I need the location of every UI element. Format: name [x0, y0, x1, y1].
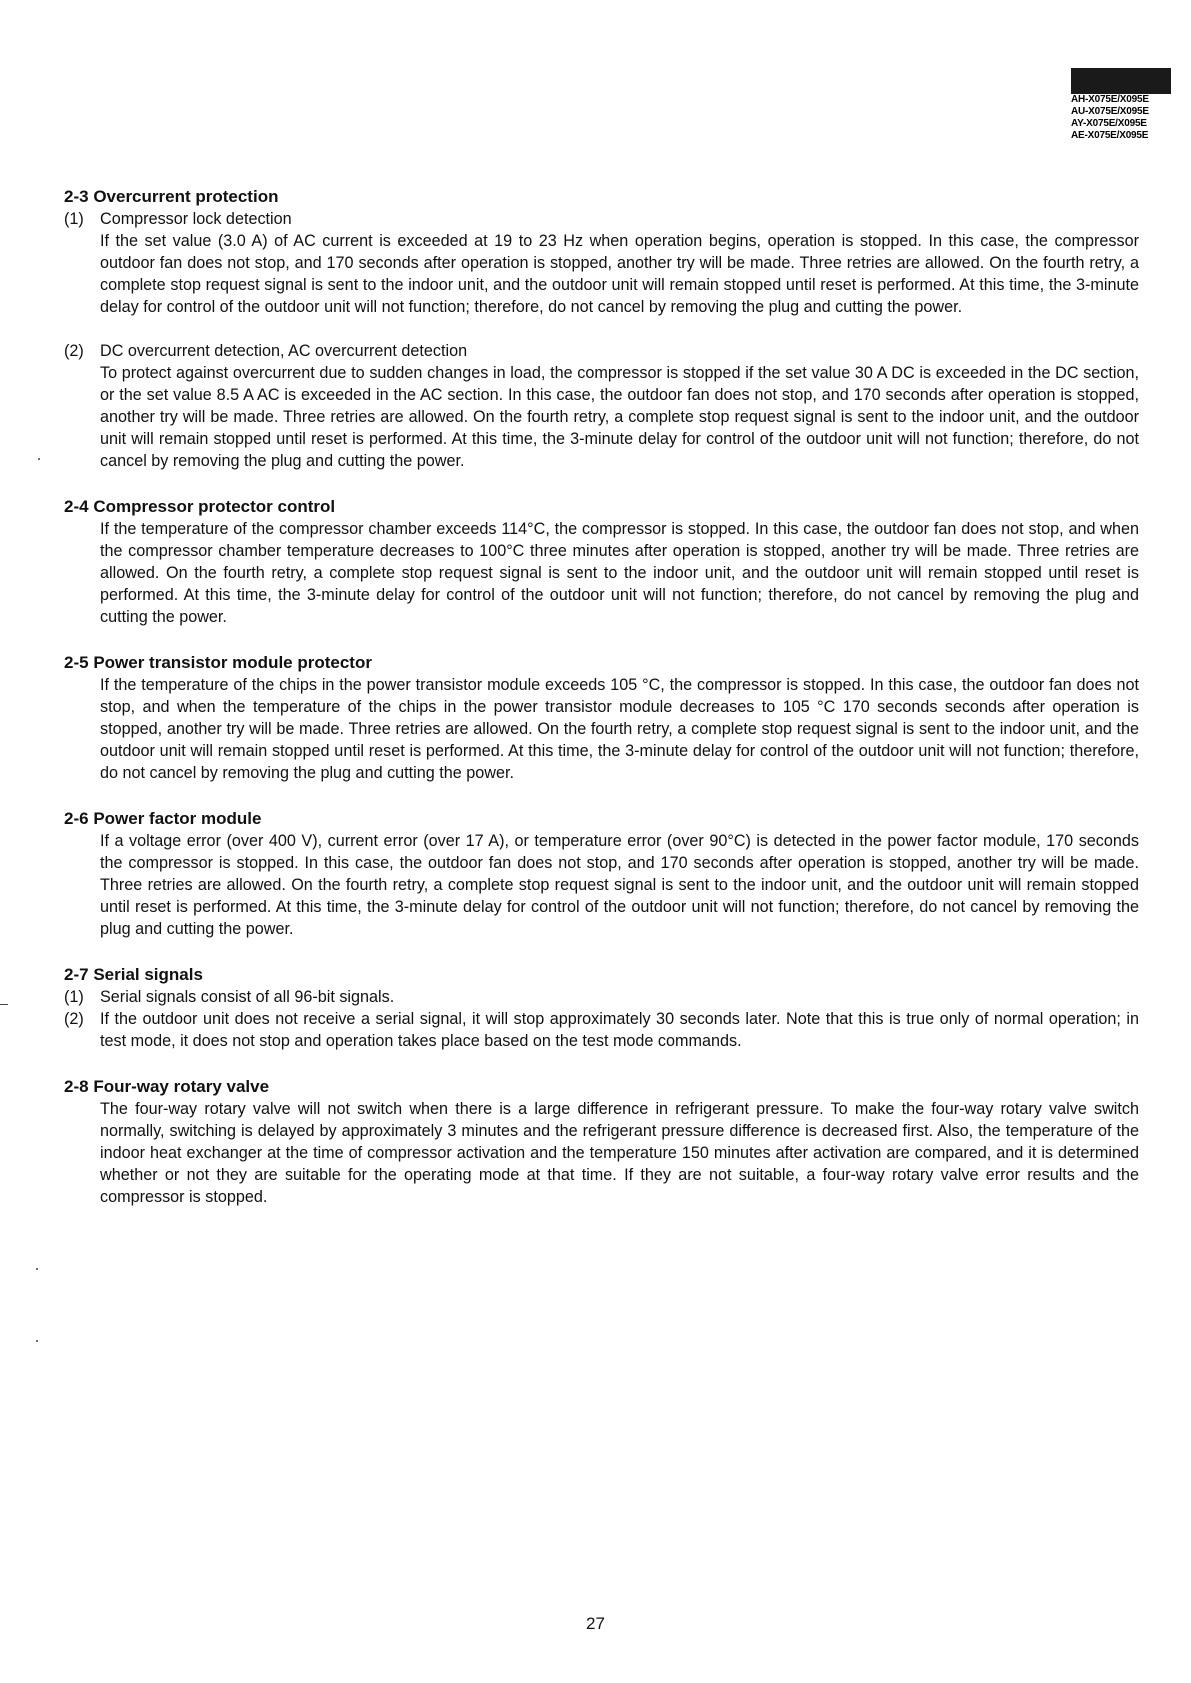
section-2-6	[64, 808, 1139, 940]
paragraph: If the temperature of the chips in the power transistor module exceeds 105 °C, the compressor is stopped. In this case, the outdoor fan does not stop, and when the temperature of the chips in the power transistor module decreases to 105 °C 170 seconds seconds after operation is stopped, another try will be made. Three retries are allowed. On the fourth retry, a complete stop request signal is sent to the indoor unit, and the outdoor unit will remain stopped until reset is performed. At this time, the 3-minute delay for control of the outdoor unit will not function; therefore, do not cancel by removing the plug and cutting the power.	[100, 676, 1139, 782]
item-marker: (2)	[64, 342, 84, 360]
item-text: Serial signals consist of all 96-bit signals.	[100, 988, 395, 1006]
section-2-8	[64, 1076, 1139, 1208]
model-header	[1071, 68, 1171, 142]
item-text: If the outdoor unit does not receive a serial signal, it will stop approximately 30 seconds later. Note that this is true only of normal operation; in test mode, it does not stop and operation takes place based on the test mode commands.	[100, 1010, 1139, 1050]
scan-speck	[0, 1004, 8, 1005]
scan-speck	[36, 1340, 38, 1342]
model-line: AU-X075E/X095E	[1071, 106, 1149, 117]
model-line: AH-X075E/X095E	[1071, 94, 1149, 105]
item-title: Compressor lock detection	[100, 210, 292, 228]
section-2-4	[64, 496, 1139, 628]
paragraph: If the set value (3.0 A) of AC current is exceeded at 19 to 23 Hz when operation begins, operation is stopped. In this case, the compressor outdoor fan does not stop, and 170 seconds after operation is stopped, another try will be made. Three retries are allowed. On the fourth retry, a complete stop request signal is sent to the indoor unit, and the outdoor unit will remain stopped until reset is performed. At this time, the 3-minute delay for control of the outdoor unit will not function; therefore, do not cancel by removing the plug and cutting the power.	[100, 232, 1139, 316]
page-number: 27	[586, 1614, 605, 1633]
document-body	[64, 186, 1139, 1232]
section-heading: 2-7 Serial signals	[64, 965, 203, 984]
item-marker: (1)	[64, 988, 84, 1006]
section-heading: 2-5 Power transistor module protector	[64, 653, 372, 672]
scan-speck	[36, 1268, 38, 1270]
item-marker: (2)	[64, 1010, 84, 1028]
paragraph: If the temperature of the compressor chamber exceeds 114°C, the compressor is stopped. In this case, the outdoor fan does not stop, and when the compressor chamber temperature decreases to 100°C three minutes after operation is stopped, another try will be made. Three retries are allowed. On the fourth retry, a complete stop request signal is sent to the indoor unit, and the outdoor unit will remain stopped until reset is performed. At this time, the 3-minute delay for control of the outdoor unit will not function; therefore, do not cancel by removing the plug and cutting the power.	[100, 520, 1139, 626]
list-item	[64, 340, 1139, 362]
paragraph: To protect against overcurrent due to sudden changes in load, the compressor is stopped if the set value 30 A DC is exceeded in the DC section, or the set value 8.5 A AC is exceeded in the AC section. In this case, the outdoor fan does not stop, and 170 seconds after operation is stopped, another try will be made. Three retries are allowed. On the fourth retry, a complete stop request signal is sent to the indoor unit, and the outdoor unit will remain stopped until reset is performed. At this time, the 3-minute delay for control of the outdoor unit will not function; therefore, do not cancel by removing the plug and cutting the power.	[100, 364, 1139, 470]
model-line: AY-X075E/X095E	[1071, 118, 1147, 129]
item-title: DC overcurrent detection, AC overcurrent detection	[100, 342, 468, 360]
section-2-5	[64, 652, 1139, 784]
item-marker: (1)	[64, 210, 84, 228]
list-item	[64, 1008, 1139, 1052]
section-2-3	[64, 186, 1139, 472]
section-heading: 2-4 Compressor protector control	[64, 497, 336, 516]
brand-logo-bar	[1071, 68, 1171, 94]
section-heading: 2-8 Four-way rotary valve	[64, 1077, 270, 1096]
scan-speck	[38, 458, 40, 460]
model-line: AE-X075E/X095E	[1071, 130, 1149, 141]
paragraph: The four-way rotary valve will not switch when there is a large difference in refrigerant pressure. To make the four-way rotary valve switch normally, switching is delayed by approximately 3 minutes and the refrigerant pressure difference is decreased first. Also, the temperature of the indoor heat exchanger at the time of compressor activation and the temperature 150 minutes after activation are compared, and it is determined whether or not they are suitable for the operating mode at that time. If they are not suitable, a four-way rotary valve error results and the compressor is stopped.	[100, 1100, 1139, 1206]
section-heading: 2-6 Power factor module	[64, 809, 262, 828]
section-heading: 2-3 Overcurrent protection	[64, 187, 279, 206]
section-2-7	[64, 964, 1139, 1052]
list-item	[64, 208, 1139, 230]
list-item	[64, 986, 1139, 1008]
paragraph: If a voltage error (over 400 V), current error (over 17 A), or temperature error (over 90°C) is detected in the power factor module, 170 seconds the compressor is stopped. In this case, the outdoor fan does not stop, and 170 seconds after operation is stopped, another try will be made. Three retries are allowed. On the fourth retry, a complete stop request signal is sent to the indoor unit, and the outdoor unit will remain stopped until reset is performed. At this time, the 3-minute delay for control of the outdoor unit will not function; therefore, do not cancel by removing the plug and cutting the power.	[100, 832, 1139, 938]
